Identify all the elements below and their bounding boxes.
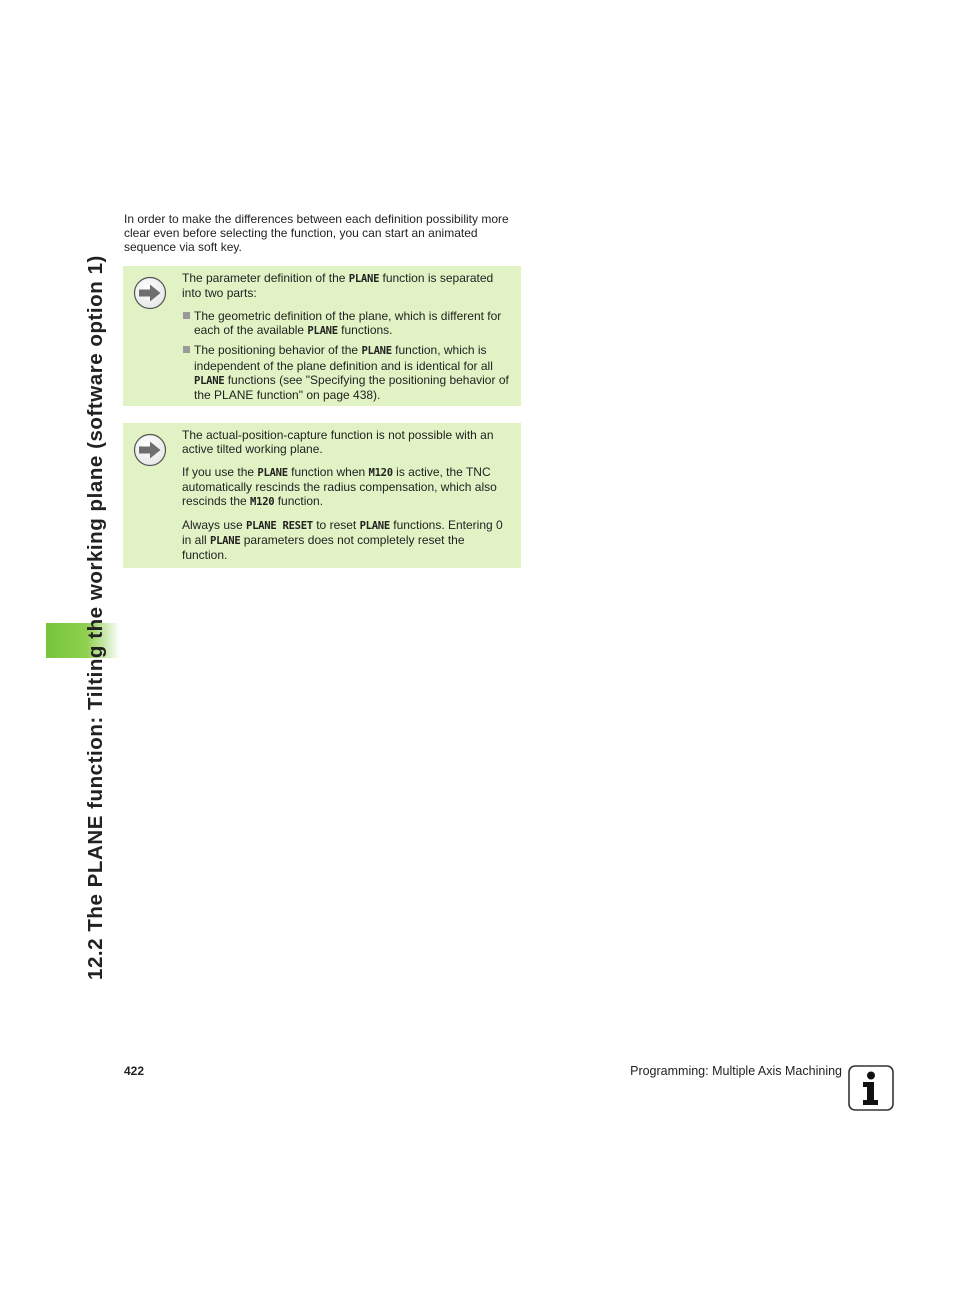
text-run: The positioning behavior of the — [194, 343, 362, 358]
text-run: Always use — [182, 518, 247, 533]
note-box-plane-parts — [123, 266, 521, 406]
code-keyword: PLANE — [194, 374, 225, 387]
code-keyword: PLANE — [307, 325, 338, 338]
page-number: 422 — [124, 1064, 145, 1078]
text-run: function, which is independent of the plane definition and is identical for all — [194, 343, 493, 373]
code-keyword: PLANE — [210, 535, 241, 548]
arrow-right-icon — [133, 276, 167, 310]
text-run: functions. — [337, 323, 393, 338]
text-run: function when — [287, 464, 369, 479]
list-item — [182, 343, 512, 402]
info-icon — [848, 1065, 894, 1111]
text-run: function is separated into two parts: — [182, 271, 494, 301]
note-box-restrictions — [123, 423, 521, 568]
code-keyword: PLANE — [257, 466, 288, 479]
code-keyword: PLANE RESET — [246, 520, 313, 533]
list-item — [182, 309, 512, 338]
note-paragraph — [182, 518, 512, 563]
text-run: The geometric definition of the plane, which is different for each of the available — [194, 308, 502, 338]
note-body — [182, 271, 512, 407]
footer-chapter-title: Programming: Multiple Axis Machining — [630, 1064, 842, 1078]
text-run: functions. Entering 0 in all — [182, 518, 503, 548]
code-keyword: M120 — [368, 466, 393, 479]
text-run: The parameter definition of the — [182, 271, 349, 285]
text-run: If you use the — [182, 464, 258, 479]
note-body — [182, 428, 512, 571]
chapter-title: 12.2 The PLANE function: Tilting the working plane (software option 1) — [84, 255, 107, 980]
intro-paragraph: In order to make the differences between each definition possibility more clear even before selecting the function, you can start an animated sequence via soft key. — [124, 212, 509, 255]
code-keyword: PLANE — [348, 273, 380, 285]
arrow-right-icon — [133, 433, 167, 467]
note-lead — [182, 271, 512, 300]
text-run: function. — [274, 494, 324, 509]
bullet-square-icon — [183, 312, 190, 319]
bullet-square-icon — [183, 346, 190, 353]
code-keyword: M120 — [250, 496, 275, 509]
note-paragraph — [182, 465, 512, 510]
code-keyword: PLANE — [359, 520, 390, 533]
text-run: is active, the TNC automatically rescinds the radius compensation, which also rescinds the — [182, 464, 497, 509]
code-keyword: PLANE — [361, 345, 392, 358]
text-run: functions (see "Specifying the positioning behavior of the PLANE function" on page 438). — [194, 372, 509, 402]
chapter-sidebar — [70, 214, 122, 980]
text-run: to reset — [312, 518, 360, 533]
text-run: parameters does not completely reset the function. — [182, 533, 465, 563]
note-paragraph: The actual-position-capture function is not possible with an active tilted working plane. — [182, 428, 494, 457]
